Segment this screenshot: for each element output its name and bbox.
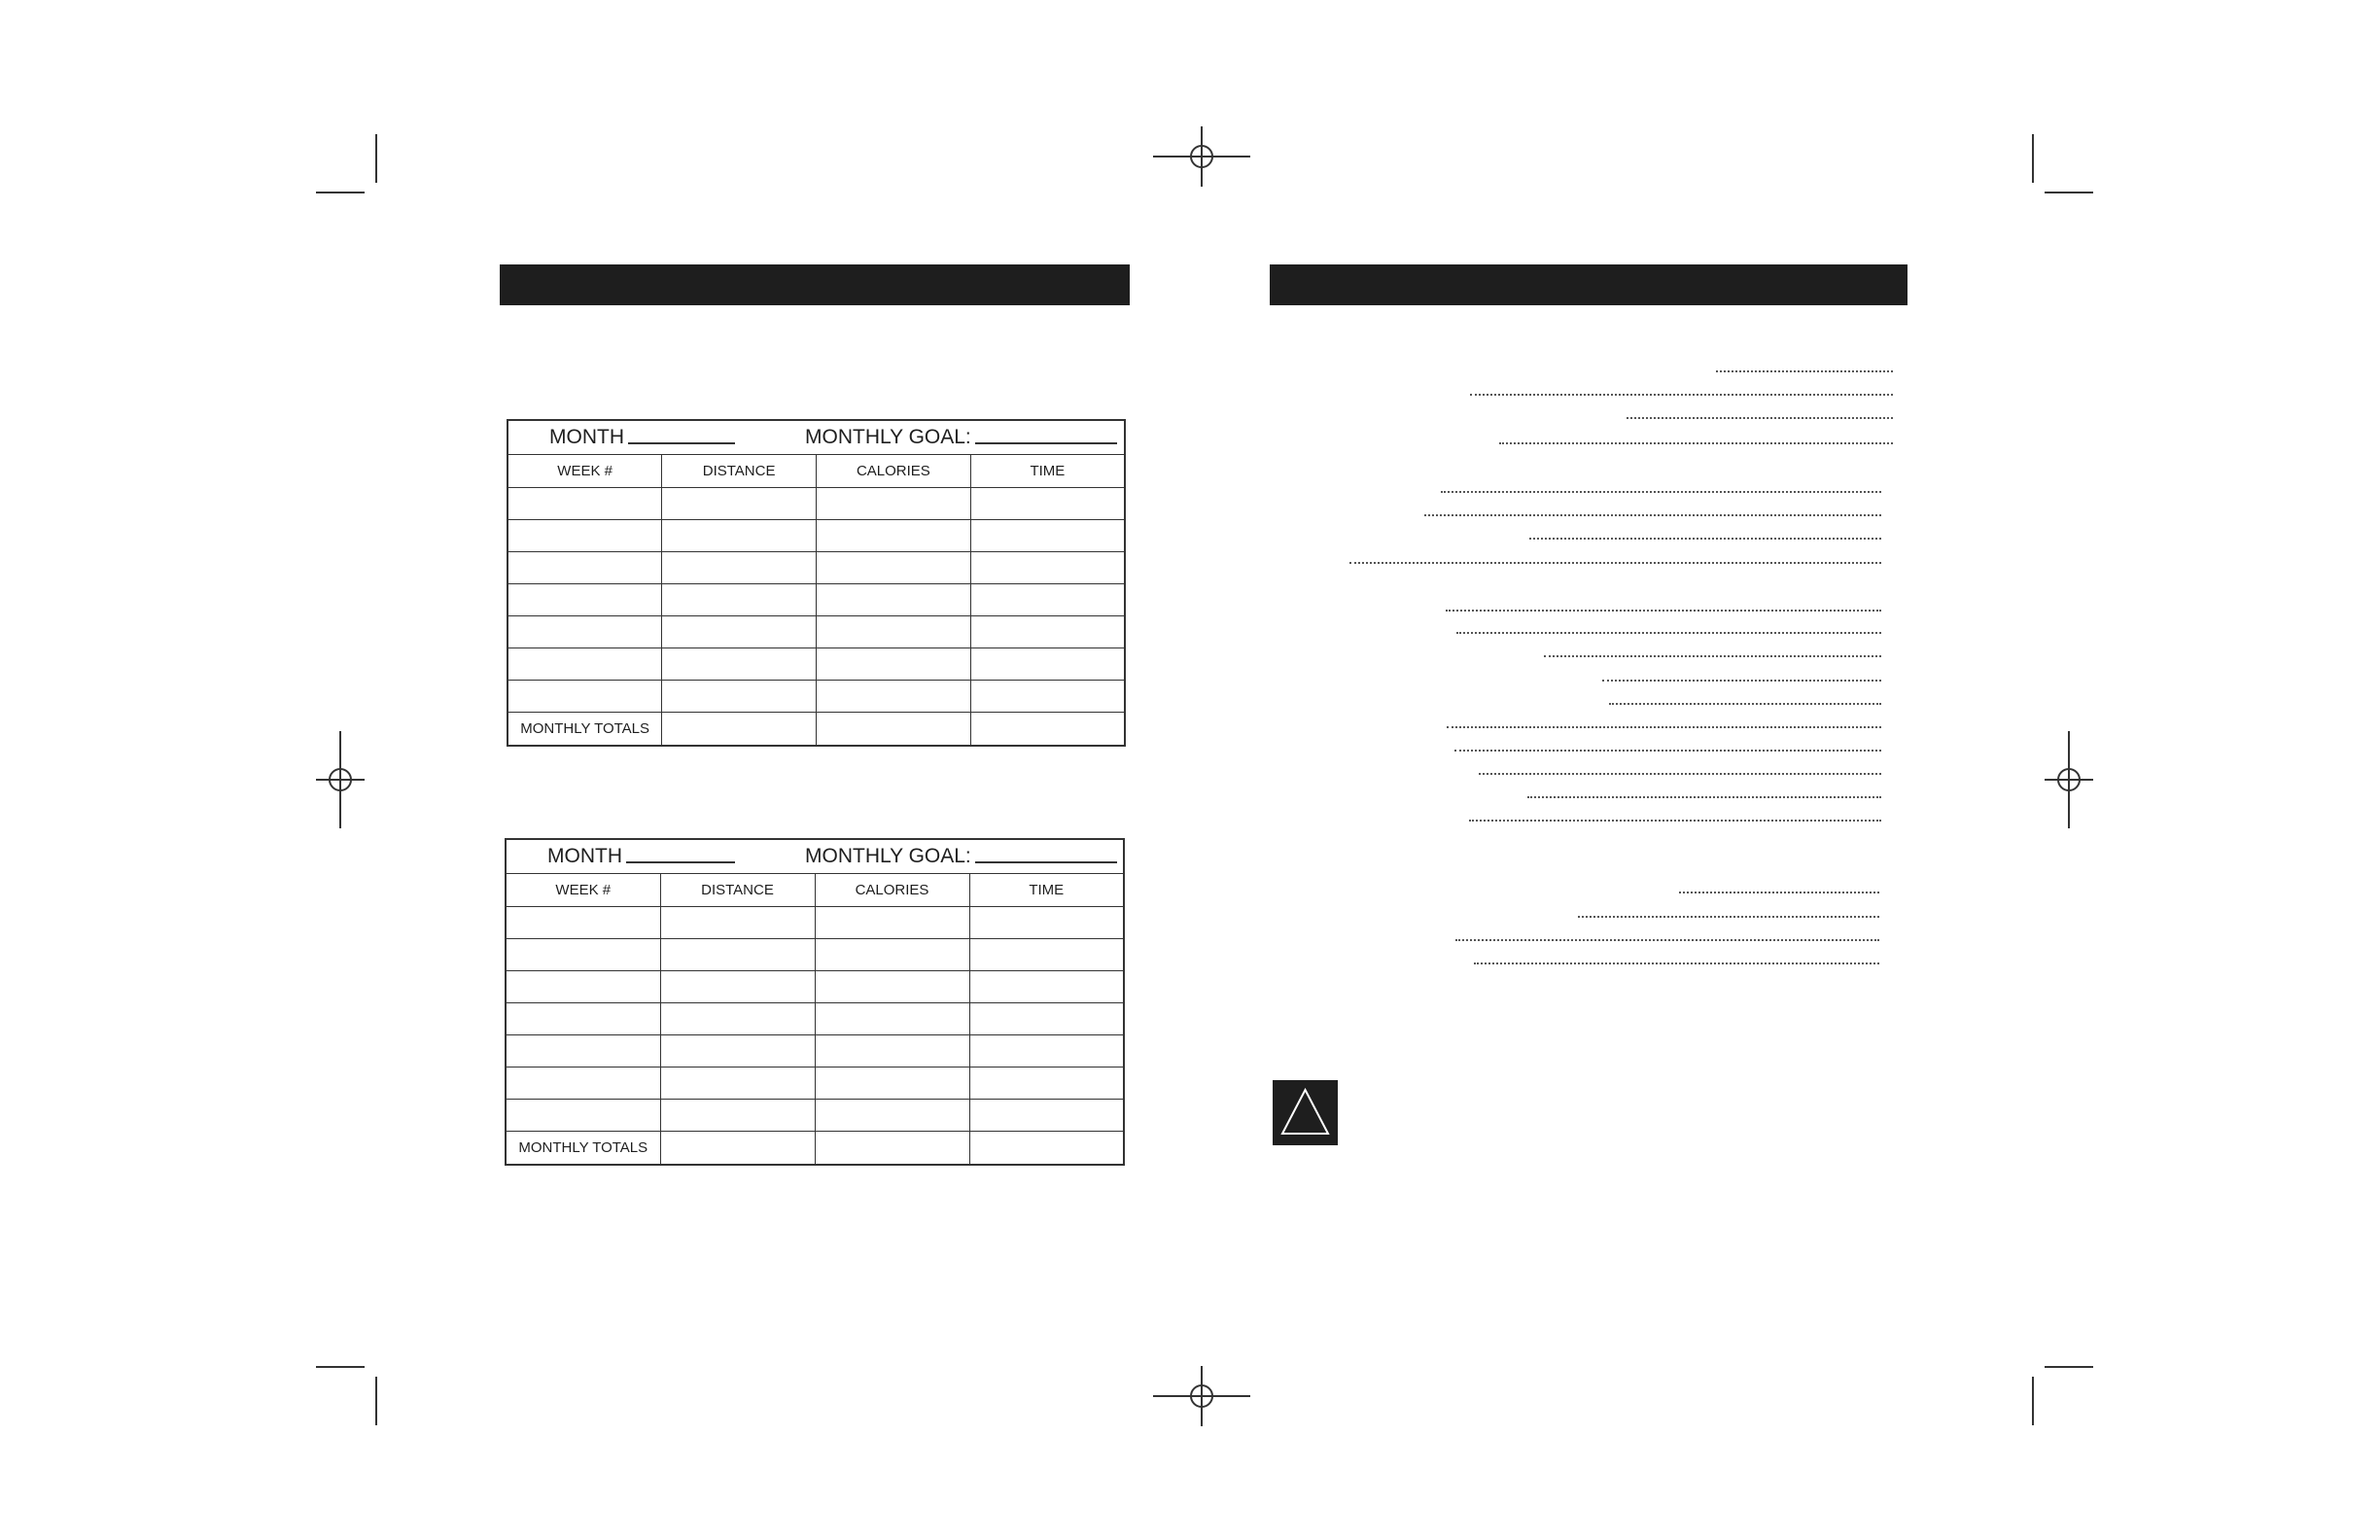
table-cell[interactable] (817, 681, 971, 713)
table-cell[interactable] (970, 648, 1125, 681)
table-cell[interactable] (817, 648, 971, 681)
table-row (506, 907, 1124, 939)
table-row (508, 616, 1125, 648)
crop-mark (2045, 192, 2093, 193)
toc-leader-dots (1447, 726, 1881, 728)
table-cell[interactable] (660, 907, 815, 939)
table-row (508, 488, 1125, 520)
toc-leader-dots (1456, 632, 1881, 634)
left-page-header-bar (500, 264, 1130, 305)
month-goal-header (506, 839, 1124, 874)
column-header-week: WEEK # (506, 874, 660, 907)
crop-mark (316, 192, 365, 193)
monthly-totals-label: MONTHLY TOTALS (506, 1132, 660, 1166)
column-header-calories: CALORIES (817, 455, 971, 488)
column-header-week: WEEK # (508, 455, 662, 488)
goal-label: MONTHLY GOAL: (805, 845, 971, 867)
toc-leader-dots (1470, 394, 1893, 396)
table-cell[interactable] (815, 971, 969, 1003)
table-cell[interactable] (660, 939, 815, 971)
table-cell[interactable] (506, 1100, 660, 1132)
goal-label: MONTHLY GOAL: (805, 426, 971, 448)
table-cell[interactable] (970, 616, 1125, 648)
registration-mark-icon (316, 731, 365, 828)
table-cell[interactable] (815, 1100, 969, 1132)
table-cell[interactable] (815, 1035, 969, 1068)
table-cell[interactable] (508, 648, 662, 681)
table-cell[interactable] (508, 552, 662, 584)
toc-leader-dots (1446, 610, 1881, 612)
table-row (508, 648, 1125, 681)
toc-leader-dots (1479, 773, 1881, 775)
table-cell[interactable] (817, 584, 971, 616)
table-cell[interactable] (815, 907, 969, 939)
toc-leader-dots (1529, 538, 1881, 540)
table-cell[interactable] (815, 939, 969, 971)
toc-leader-dots (1424, 514, 1881, 516)
table-row (508, 520, 1125, 552)
registration-mark-icon (2045, 731, 2093, 828)
toc-leader-dots (1499, 442, 1893, 444)
toc-leader-dots (1349, 562, 1881, 564)
table-cell[interactable] (969, 971, 1124, 1003)
table-cell[interactable] (969, 907, 1124, 939)
table-cell[interactable] (662, 648, 817, 681)
table-cell[interactable] (815, 1132, 969, 1166)
table-cell[interactable] (506, 971, 660, 1003)
table-row (506, 939, 1124, 971)
table-cell[interactable] (662, 616, 817, 648)
table-row (508, 584, 1125, 616)
table-row (508, 552, 1125, 584)
table-cell[interactable] (662, 552, 817, 584)
table-cell[interactable] (817, 488, 971, 520)
toc-leader-dots (1469, 820, 1881, 822)
table-cell[interactable] (662, 713, 817, 747)
table-row (506, 1068, 1124, 1100)
column-header-time: TIME (970, 455, 1125, 488)
toc-leader-dots (1527, 796, 1881, 798)
table-cell[interactable] (662, 488, 817, 520)
column-header-calories: CALORIES (815, 874, 969, 907)
table-cell[interactable] (508, 488, 662, 520)
table-cell[interactable] (508, 520, 662, 552)
table-cell[interactable] (660, 1035, 815, 1068)
registration-mark-icon (1153, 1366, 1250, 1426)
table-cell[interactable] (970, 681, 1125, 713)
toc-leader-dots (1627, 417, 1893, 419)
toc-leader-dots (1455, 939, 1879, 941)
crop-mark (2032, 134, 2034, 183)
toc-leader-dots (1544, 655, 1881, 657)
table-cell[interactable] (969, 1035, 1124, 1068)
column-header-distance: DISTANCE (660, 874, 815, 907)
totals-row (506, 1132, 1124, 1166)
table-cell[interactable] (506, 939, 660, 971)
toc-leader-dots (1454, 750, 1881, 752)
table-cell[interactable] (506, 1068, 660, 1100)
crop-mark (2032, 1377, 2034, 1425)
table-cell[interactable] (506, 1003, 660, 1035)
table-cell[interactable] (970, 520, 1125, 552)
toc-leader-dots (1474, 962, 1879, 964)
triangle-warning-icon (1273, 1080, 1338, 1145)
table-cell[interactable] (817, 520, 971, 552)
goal-blank[interactable] (975, 440, 1117, 444)
crop-mark (375, 1377, 377, 1425)
table-cell[interactable] (969, 1003, 1124, 1035)
toc-leader-dots (1679, 892, 1879, 893)
toc-leader-dots (1716, 370, 1893, 372)
table-cell[interactable] (970, 488, 1125, 520)
month-label: MONTH (549, 426, 624, 448)
table-cell[interactable] (969, 1100, 1124, 1132)
table-cell[interactable] (660, 1068, 815, 1100)
table-cell[interactable] (506, 907, 660, 939)
table-cell[interactable] (662, 520, 817, 552)
table-cell[interactable] (815, 1068, 969, 1100)
table-cell[interactable] (817, 616, 971, 648)
table-cell[interactable] (660, 1100, 815, 1132)
right-page-header-bar (1270, 264, 1908, 305)
goal-blank[interactable] (975, 859, 1117, 863)
table-row (508, 681, 1125, 713)
table-cell[interactable] (660, 1003, 815, 1035)
column-header-distance: DISTANCE (662, 455, 817, 488)
month-label: MONTH (547, 845, 622, 867)
table-row (506, 1003, 1124, 1035)
table-cell[interactable] (662, 681, 817, 713)
totals-row (508, 713, 1125, 747)
month-blank[interactable] (628, 440, 735, 444)
table-cell[interactable] (508, 616, 662, 648)
table-cell[interactable] (817, 713, 971, 747)
table-cell[interactable] (969, 1068, 1124, 1100)
table-cell[interactable] (508, 681, 662, 713)
toc-leader-dots (1441, 491, 1881, 493)
toc-leader-dots (1609, 703, 1881, 705)
toc-leader-dots (1578, 916, 1879, 918)
table-row (506, 1035, 1124, 1068)
month-goal-header (508, 420, 1125, 455)
table-cell[interactable] (817, 552, 971, 584)
table-cell[interactable] (969, 1132, 1124, 1166)
table-cell[interactable] (662, 584, 817, 616)
table-cell[interactable] (660, 1132, 815, 1166)
registration-mark-icon (1153, 126, 1250, 187)
table-cell[interactable] (970, 552, 1125, 584)
table-row (506, 1100, 1124, 1132)
toc-leader-dots (1602, 680, 1881, 682)
column-header-time: TIME (969, 874, 1124, 907)
monthly-totals-label: MONTHLY TOTALS (508, 713, 662, 747)
table-cell[interactable] (506, 1035, 660, 1068)
table-cell[interactable] (969, 939, 1124, 971)
crop-mark (375, 134, 377, 183)
table-cell[interactable] (970, 713, 1125, 747)
warning-box (1273, 1080, 1338, 1145)
table-cell[interactable] (660, 971, 815, 1003)
table-cell[interactable] (970, 584, 1125, 616)
monthly-log-table (507, 419, 1126, 747)
crop-mark (2045, 1366, 2093, 1368)
table-row (506, 971, 1124, 1003)
month-blank[interactable] (626, 859, 735, 863)
table-cell[interactable] (508, 584, 662, 616)
table-cell[interactable] (815, 1003, 969, 1035)
monthly-log-table (505, 838, 1125, 1166)
crop-mark (316, 1366, 365, 1368)
